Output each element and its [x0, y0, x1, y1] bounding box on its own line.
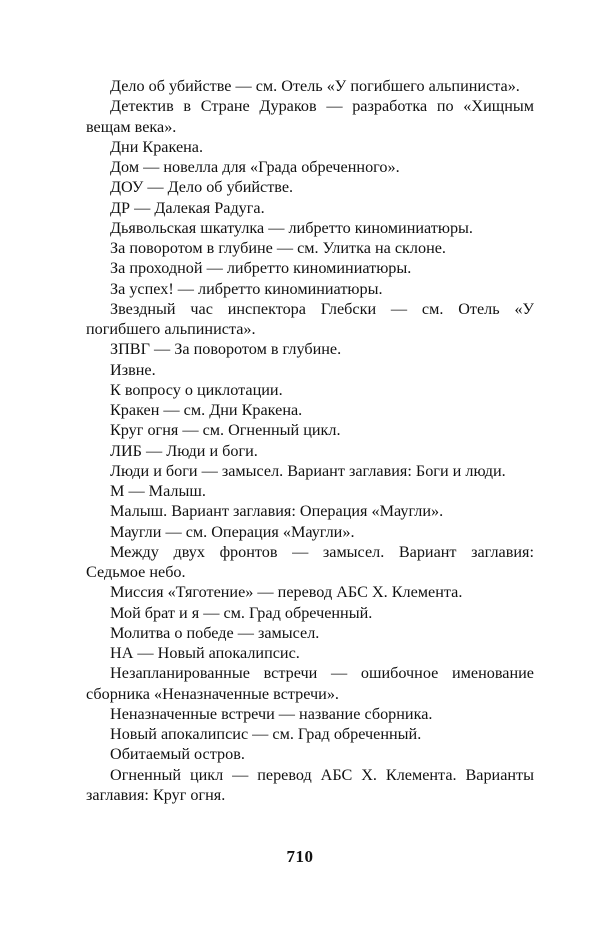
index-entry: М — Малыш. [110, 482, 206, 500]
index-entry: Молитва о победе — замысел. [110, 623, 320, 642]
index-entry: Новый апокалипсис — см. Град обреченный. [110, 725, 422, 743]
index-entry: Маугли — см. Операция «Маугли». [110, 522, 355, 541]
index-page-content [86, 76, 534, 805]
index-entry: ДР — Далекая Радуга. [110, 198, 265, 217]
index-entry: Дело об убийстве — см. Отель «У погибшего альпиниста». [110, 77, 520, 95]
index-entry: НА — Новый апокалипсис. [110, 644, 300, 662]
index-entry: Незапланированные встречи — ошибочное именование сборника «Неназначенные встречи». [86, 664, 534, 703]
index-entry: Детектив в Стране Дураков — разработка по «Хищным вещам века». [86, 97, 534, 136]
index-entry: ЛИБ — Люди и боги. [110, 441, 258, 460]
index-entry: Дьявольская шкатулка — либретто киноминиатюры. [110, 218, 473, 237]
index-entry: Дом — новелла для «Града обреченного». [110, 158, 400, 176]
index-entry: Неназначенные встречи — название сборника. [110, 704, 433, 723]
index-entry: За проходной — либретто киноминиатюры. [110, 259, 412, 278]
index-entry: Миссия «Тяготение» — перевод АБС Х. Клемента. [110, 583, 463, 602]
index-entry: Дни Кракена. [110, 137, 204, 156]
index-entry: Извне. [110, 360, 156, 379]
page-number: 710 [286, 847, 314, 866]
index-entry: Обитаемый остров. [110, 745, 245, 764]
index-entry: Кракен — см. Дни Кракена. [110, 401, 303, 419]
index-entry: Огненный цикл — перевод АБС Х. Клемента. Варианты заглавия: Круг огня. [86, 765, 534, 804]
index-entry: Люди и боги — замысел. Вариант заглавия: Боги и люди. [110, 461, 506, 480]
index-entry: За поворотом в глубине — см. Улитка на склоне. [110, 239, 446, 257]
index-entry: К вопросу о циклотации. [110, 380, 283, 399]
index-entry: Звездный час инспектора Глебски — см. Отель «У погибшего альпиниста». [86, 299, 534, 338]
index-entry: Мой брат и я — см. Град обреченный. [110, 603, 373, 622]
index-entry: Малыш. Вариант заглавия: Операция «Маугли». [110, 502, 444, 521]
index-entry: Круг огня — см. Огненный цикл. [110, 421, 341, 440]
index-entry: ЗПВГ — За поворотом в глубине. [110, 340, 342, 359]
index-entry: Между двух фронтов — замысел. Вариант заглавия: Седьмое небо. [86, 542, 534, 581]
index-entry: За успех! — либретто киноминиатюры. [110, 279, 383, 298]
index-entry: ДОУ — Дело об убийстве. [110, 178, 294, 197]
